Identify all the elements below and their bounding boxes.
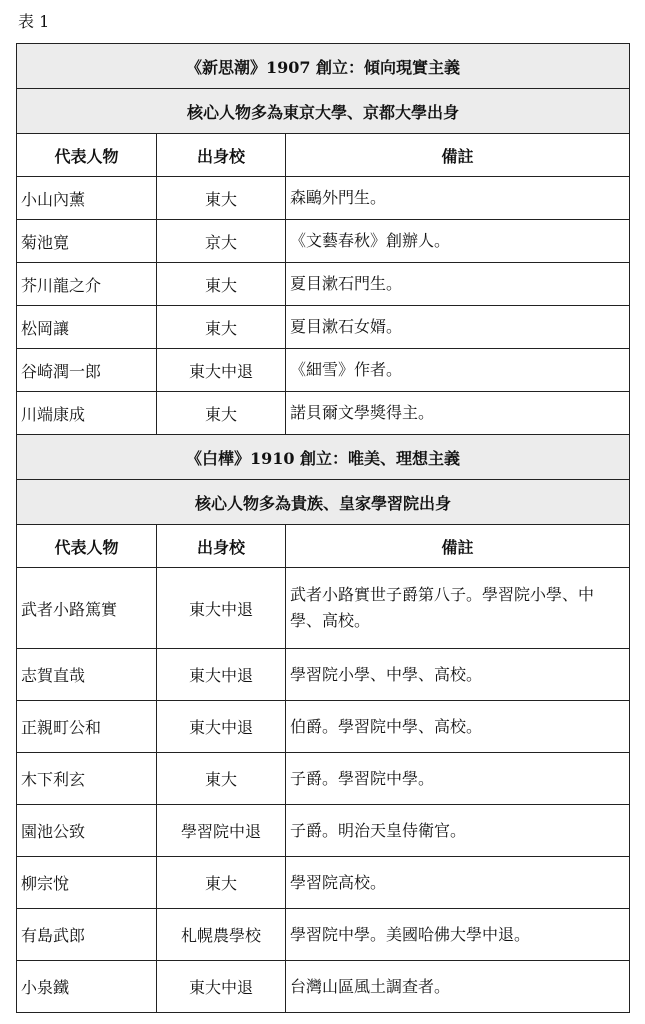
table-row	[17, 753, 630, 805]
section-title-row	[17, 44, 630, 89]
person-school: 東大中退	[157, 349, 286, 392]
person-name: 正親町公和	[17, 701, 157, 753]
table-caption: 表 1	[18, 12, 50, 31]
header-school: 出身校	[157, 525, 286, 568]
table-row	[17, 805, 630, 857]
table-row	[17, 568, 630, 649]
table-row	[17, 220, 630, 263]
person-name: 有島武郎	[17, 909, 157, 961]
person-name: 小泉鐵	[17, 961, 157, 1013]
person-name: 谷崎潤一郎	[17, 349, 157, 392]
table-row	[17, 263, 630, 306]
person-name: 園池公致	[17, 805, 157, 857]
person-note: 學習院小學、中學、高校。	[286, 649, 630, 701]
person-school: 京大	[157, 220, 286, 263]
person-name: 武者小路篤實	[17, 568, 157, 649]
person-note: 夏目漱石女婿。	[286, 306, 630, 349]
person-school: 東大	[157, 263, 286, 306]
person-note: 伯爵。學習院中學、高校。	[286, 701, 630, 753]
person-school: 學習院中退	[157, 805, 286, 857]
section-subtitle-row	[17, 89, 630, 134]
person-name: 芥川龍之介	[17, 263, 157, 306]
section-subtitle-row	[17, 480, 630, 525]
person-note: 諾貝爾文學獎得主。	[286, 392, 630, 435]
table-row	[17, 857, 630, 909]
section-title: 《白樺》1910 創立：唯美、理想主義	[17, 435, 630, 480]
person-school: 東大	[157, 177, 286, 220]
person-name: 木下利玄	[17, 753, 157, 805]
person-school: 東大中退	[157, 961, 286, 1013]
person-note: 學習院高校。	[286, 857, 630, 909]
person-school: 東大	[157, 306, 286, 349]
header-remarks: 備註	[286, 525, 630, 568]
literary-groups-table	[16, 43, 630, 1013]
header-representative: 代表人物	[17, 134, 157, 177]
table-row	[17, 909, 630, 961]
person-school: 札幌農學校	[157, 909, 286, 961]
section-title-row	[17, 435, 630, 480]
person-note: 《文藝春秋》創辦人。	[286, 220, 630, 263]
person-school: 東大	[157, 392, 286, 435]
table-row	[17, 701, 630, 753]
person-school: 東大中退	[157, 701, 286, 753]
table-row	[17, 961, 630, 1013]
person-note: 夏目漱石門生。	[286, 263, 630, 306]
person-note: 子爵。明治天皇侍衛官。	[286, 805, 630, 857]
table-row	[17, 177, 630, 220]
person-school: 東大	[157, 857, 286, 909]
person-name: 川端康成	[17, 392, 157, 435]
person-school: 東大中退	[157, 568, 286, 649]
section-subtitle: 核心人物多為東京大學、京都大學出身	[17, 89, 630, 134]
header-row	[17, 134, 630, 177]
person-name: 松岡讓	[17, 306, 157, 349]
person-school: 東大	[157, 753, 286, 805]
person-note: 學習院中學。美國哈佛大學中退。	[286, 909, 630, 961]
header-remarks: 備註	[286, 134, 630, 177]
person-note: 台灣山區風土調查者。	[286, 961, 630, 1013]
section-subtitle: 核心人物多為貴族、皇家學習院出身	[17, 480, 630, 525]
table-row	[17, 649, 630, 701]
person-note: 子爵。學習院中學。	[286, 753, 630, 805]
person-name: 菊池寛	[17, 220, 157, 263]
table-row	[17, 349, 630, 392]
person-note: 《細雪》作者。	[286, 349, 630, 392]
table-row	[17, 306, 630, 349]
header-representative: 代表人物	[17, 525, 157, 568]
person-name: 志賀直哉	[17, 649, 157, 701]
table-row	[17, 392, 630, 435]
person-note: 森鷗外門生。	[286, 177, 630, 220]
person-name: 小山內薰	[17, 177, 157, 220]
person-name: 柳宗悅	[17, 857, 157, 909]
header-school: 出身校	[157, 134, 286, 177]
section-title: 《新思潮》1907 創立：傾向現實主義	[17, 44, 630, 89]
person-school: 東大中退	[157, 649, 286, 701]
person-note: 武者小路實世子爵第八子。學習院小學、中學、高校。	[286, 568, 630, 649]
header-row	[17, 525, 630, 568]
